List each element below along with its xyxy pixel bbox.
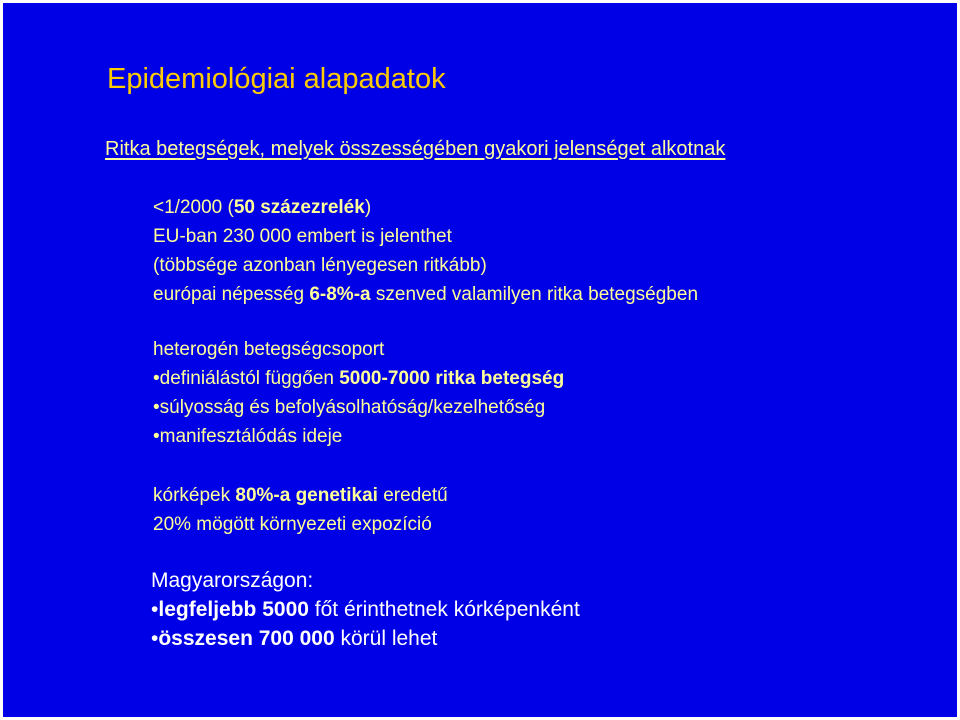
origin-block	[153, 481, 448, 539]
prevalence-line-1: <1/2000 (50 százezrelék)	[153, 197, 372, 218]
heterogeneity-bullet-2: •súlyosság és befolyásolhatóság/kezelhetőség	[153, 397, 546, 418]
heterogeneity-heading: heterogén betegségcsoport	[153, 339, 385, 360]
heterogeneity-bullet-1: •definiálástól függően 5000-7000 ritka betegség	[153, 368, 565, 389]
hungary-heading: Magyarországon:	[151, 569, 314, 592]
slide-title: Epidemiológiai alapadatok	[107, 63, 446, 95]
heterogeneity-block	[153, 335, 564, 451]
slide-subtitle: Ritka betegségek, melyek összességében gyakori jelenséget alkotnak	[105, 138, 726, 160]
hungary-block	[151, 566, 580, 653]
slide	[3, 3, 957, 717]
origin-line-1: kórképek 80%-a genetikai eredetű	[153, 485, 448, 506]
heterogeneity-bullet-3: •manifesztálódás ideje	[153, 426, 343, 447]
hungary-bullet-2: •összesen 700 000 körül lehet	[151, 627, 438, 650]
prevalence-line-4: európai népesség 6-8%-a szenved valamilyen ritka betegségben	[153, 284, 699, 305]
prevalence-block	[153, 193, 698, 309]
hungary-bullet-1: •legfeljebb 5000 főt érinthetnek kórképenként	[151, 598, 580, 621]
prevalence-line-2: EU-ban 230 000 embert is jelenthet	[153, 226, 452, 247]
origin-line-2: 20% mögött környezeti expozíció	[153, 514, 432, 535]
prevalence-line-3: (többsége azonban lényegesen ritkább)	[153, 255, 487, 276]
